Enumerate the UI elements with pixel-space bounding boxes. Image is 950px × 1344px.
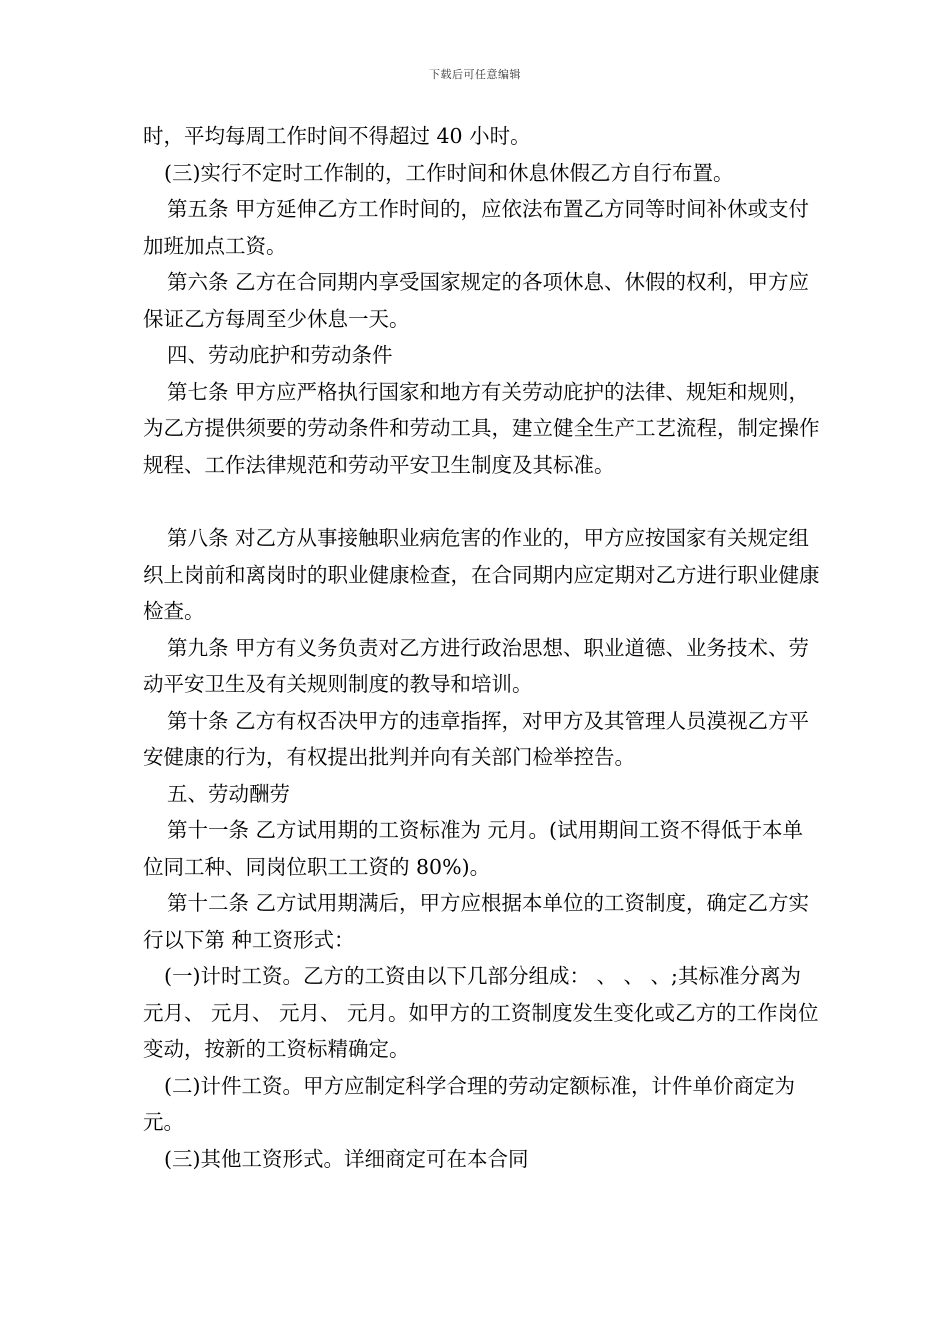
paragraph-article-6: 第六条 乙方在合同期内享受国家规定的各项休息、休假的权利，甲方应保证乙方每周至少休息一天。 xyxy=(143,270,810,331)
page-header: 下载后可任意编辑 xyxy=(429,68,521,81)
paragraph-time-wage: (一)计时工资。乙方的工资由以下几部分组成： 、 、 、;其标准分离为 元月、 元月、 元月、 元月。如甲方的工资制度发生变化或乙方的工作岗位变动，按新的工资标精确定。 xyxy=(143,964,819,1061)
paragraph-article-11: 第十一条 乙方试用期的工资标准为 元月。(试用期间工资不得低于本单位同工种、同岗位职工工资的 80%)。 xyxy=(143,818,804,879)
paragraph-article-5: 第五条 甲方延伸乙方工作时间的，应依法布置乙方同等时间补休或支付加班加点工资。 xyxy=(143,197,810,258)
document-body xyxy=(143,118,823,1177)
paragraph-flexible-hours: (三)实行不定时工作制的，工作时间和休息休假乙方自行布置。 xyxy=(164,160,734,185)
paragraph-article-7: 第七条 甲方应严格执行国家和地方有关劳动庇护的法律、规矩和规则，为乙方提供须要的劳动条件和劳动工具，建立健全生产工艺流程，制定操作规程、工作法律规范和劳动平安卫生制度及其标准。 xyxy=(143,379,820,477)
paragraph-weekly-hours: 时，平均每周工作时间不得超过 40 小时。 xyxy=(143,124,531,148)
section-heading-5: 五、劳动酬劳 xyxy=(167,781,290,806)
section-heading-4: 四、劳动庇护和劳动条件 xyxy=(167,343,393,367)
paragraph-piece-wage: (二)计件工资。甲方应制定科学合理的劳动定额标准，计件单价商定为 元。 xyxy=(143,1073,802,1134)
blank-line xyxy=(143,483,823,520)
paragraph-article-8: 第八条 对乙方从事接触职业病危害的作业的，甲方应按国家有关规定组织上岗前和离岗时的职业健康检查，在合同期内应定期对乙方进行职业健康检查。 xyxy=(143,526,820,623)
paragraph-article-9: 第九条 甲方有义务负责对乙方进行政治思想、职业道德、业务技术、劳动平安卫生及有关规则制度的教导和培训。 xyxy=(143,635,810,696)
paragraph-article-12: 第十二条 乙方试用期满后，甲方应根据本单位的工资制度，确定乙方实行以下第 种工资形式： xyxy=(143,891,810,952)
paragraph-article-10: 第十条 乙方有权否决甲方的违章指挥，对甲方及其管理人员漠视乙方平安健康的行为，有权提出批判并向有关部门检举控告。 xyxy=(143,708,810,769)
paragraph-other-wage: (三)其他工资形式。详细商定可在本合同 xyxy=(164,1146,529,1171)
